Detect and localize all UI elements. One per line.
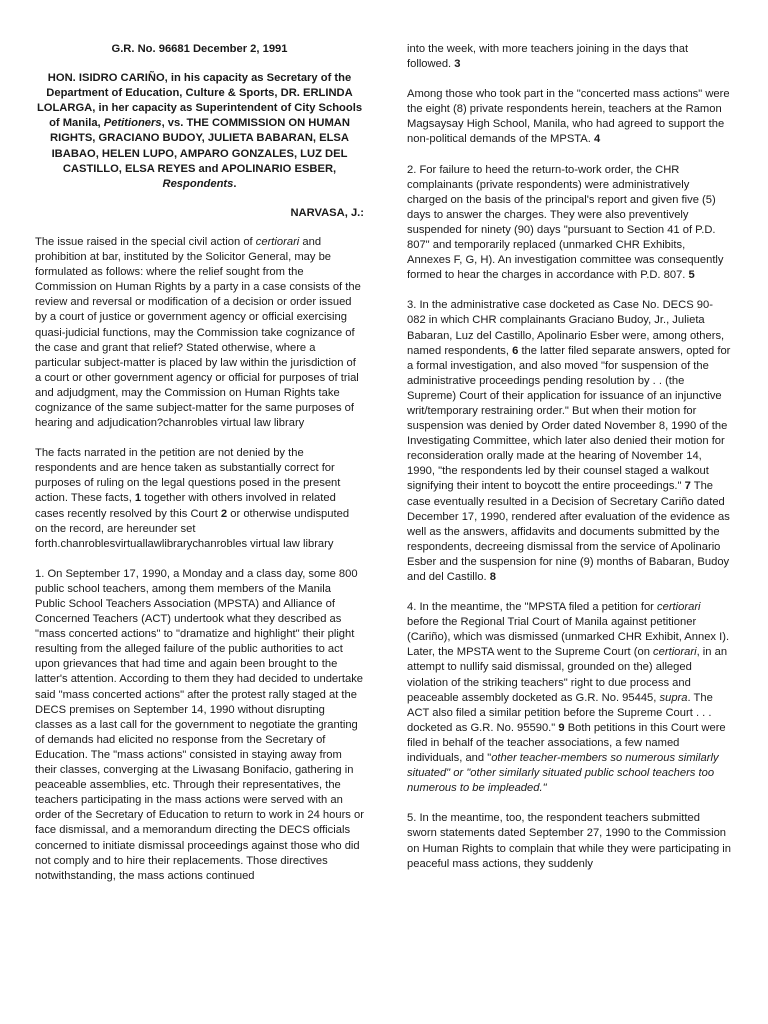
paragraph-4-text-d: . The ACT also filed a similar petition before the Supreme Court . . . docketed as G.R. No. 95590." (407, 691, 713, 734)
facts-text-b: together with others involved in related cases recently resolved by this Court (35, 492, 336, 520)
paragraph-2 (407, 163, 731, 284)
footnote-ref-7[interactable]: 7 (684, 480, 691, 493)
paragraph-2-text: 2. For failure to heed the return-to-work order, the CHR complainants (private respondents) were administratively charged on the basis of the principal's report and given five (5) days to answer the charges. They were also preventively suspended for ninety (90) days "pursuant to Section 41 of P.D. 807" and temporarily replaced (unmarked CHR Exhibits, Annexes F, G, H). An investigation committee was consequently formed to hear the charges in accordance with P.D. 807. (407, 163, 724, 282)
continued-text: into the week, with more teachers joining in the days that followed. (407, 43, 689, 71)
case-title: G.R. No. 96681 December 2, 1991 (111, 43, 288, 55)
paragraph-4-quote: other teacher-members so numerous similarly situated" or "other similarly situated public school teachers too numerous to be impleaded." (407, 752, 719, 795)
paragraph-4-certiorari-1: certiorari (657, 601, 701, 614)
facts-paragraph (35, 446, 364, 552)
footnote-ref-1[interactable]: 1 (134, 492, 142, 505)
intro-text-b: and prohibition at bar, instituted by the Solicitor General, may be formulated as follows: where the relief sought from the Commission on Human Rights by a party in a case consists of the review and reversal or modification of a decision or order issued by a court of justice or government agency or official exercising quasi-judicial functions, may the Commission take cognizance of the case and grant that relief? Stated otherwise, where a particular subject-matter is placed by law within the jurisdiction of a court or other government agency or official for purposes of trial and adjudgment, may the Commission on Human Rights take cognizance of the same subject-matter for the same purposes of hearing and adjudication?chanrobles virtual law library (35, 235, 361, 430)
paragraph-4-text-c: , in an attempt to nullify said dismissal, grounded on the) alleged violation of the striking teachers" right to due process and peaceable assembly docketed as G.R. No. 95445, (407, 646, 728, 704)
paragraph-3 (407, 298, 731, 585)
paragraph-5: 5. In the meantime, too, the respondent teachers submitted sworn statements dated September 27, 1990 to the Commission on Human Rights to complain that while they were participating in peaceful mass actions, they suddenly (407, 812, 731, 870)
right-column (407, 42, 731, 887)
ponente: NARVASA, J.: (290, 206, 364, 219)
footnote-ref-3[interactable]: 3 (454, 58, 461, 71)
among-paragraph (407, 87, 731, 147)
case-caption (35, 71, 364, 192)
footnote-ref-4[interactable]: 4 (593, 133, 601, 146)
paragraph-4-text-a: 4. In the meantime, the "MPSTA filed a petition for (407, 601, 658, 614)
intro-paragraph (35, 235, 364, 431)
caption-petitioners: Petitioners (103, 117, 162, 130)
caption-part-1: HON. ISIDRO CARIÑO, in his capacity as Secretary of the Department of Education, Culture & Sports, DR. ERLINDA LOLARGA, in her capacity as Superintendent of City Schools of Manila, (36, 72, 363, 130)
facts-text-a: The facts narrated in the petition are not denied by the respondents and are hence taken as substantially correct for purposes of ruling on the legal questions posed in the present action. These facts, (35, 447, 341, 505)
intro-certiorari: certiorari (255, 235, 300, 248)
footnote-ref-5[interactable]: 5 (688, 269, 695, 282)
left-column (35, 42, 364, 899)
caption-respondents: Respondents (162, 177, 234, 190)
among-text: Among those who took part in the "concerted mass actions" were the eight (8) private respondents herein, teachers at the Ramon Magsaysay High School, Manila, who had agreed to support the non-political demands of the MPSTA. (407, 88, 730, 146)
paragraph-4-text-b: before the Regional Trial Court of Manila against petitioner (Cariño), which was dismissed (unmarked CHR Exhibit, Annex I). Later, the MPSTA went to the Supreme Court (on (407, 616, 730, 659)
footnote-ref-6[interactable]: 6 (512, 344, 519, 357)
paragraph-4-text-e: Both petitions in this Court were filed in behalf of the teacher associations, a few named individuals, and " (407, 721, 726, 765)
footnote-ref-9[interactable]: 9 (558, 721, 565, 734)
caption-part-2: , vs. THE COMMISSION ON HUMAN RIGHTS, GRACIANO BUDOY, JULIETA BABARAN, ELSA IBABAO, HELEN LUPO, AMPARO GONZALES, LUZ DEL CASTILLO, ELSA REYES and APOLINARIO ESBER, (50, 117, 350, 175)
footnote-ref-8[interactable]: 8 (489, 571, 496, 583)
paragraph-3-text-b: the latter filed separate answers, opted for a formal investigation, and also moved "for suspension of the administrative proceedings pending resolution by . . (the Supreme) Court of their application for issuance of an injunctive writ/temporary restraining order." But when their motion for suspension was denied by Order dated November 8, 1990 of the Investigating Committee, which later also denied their motion for reconsideration orally made at the hearing of November 14, 1990, "the respondents led by their counsel staged a walkout signifying their intent to boycott the entire proceedings." (407, 344, 731, 493)
paragraph-4-certiorari-2: certiorari (653, 646, 697, 659)
paragraph-3-text-a: 3. In the administrative case docketed as Case No. DECS 90-082 in which CHR complainants Graciano Budoy, Jr., Julieta Babaran, Luz del Castillo, Apolinario Esber were, among others, named respondents, (407, 299, 725, 357)
paragraph-4-supra: supra (659, 691, 688, 704)
paragraph-1: 1. On September 17, 1990, a Monday and a class day, some 800 public school teachers, among them members of the Manila Public School Teachers Association (MPSTA) and Alliance of Concerned Teachers (ACT) undertook what they described as "mass concerted actions" to "dramatize and highlight" their plight resulting from the alleged failure of the public authorities to act upon grievances that had time and again been brought to the latter's attention. According to them they had decided to undertake said "mass concerted actions" after the protest rally staged at the DECS premises on September 14, 1990 without disrupting classes as a last call for the government to negotiate the granting of demands had elicited no response from the Secretary of Education. The "mass actions" consisted in staying away from their classes, converging at the Liwasang Bonifacio, gathering in peaceable assemblies, etc. Through their representatives, the teachers participating in the mass actions were served with an order of the Secretary of Education to return to work in 24 hours or face dismissal, and a memorandum directing the DECS officials concerned to initiate dismissal proceedings against those who did not comply and to hire their replacements. Those directives notwithstanding, the mass actions continued (35, 567, 364, 882)
continued-paragraph (407, 42, 731, 72)
paragraph-3-text-c: The case eventually resulted in a Decision of Secretary Cariño dated December 17, 1990, rendered after evaluation of the evidence as well as the answers, affidavits and documents submitted by the respondents, decreeing dismissal from the service of Apolinario Esber and the suspension for nine (9) months of Babaran, Budoy and del Castillo. (407, 480, 730, 583)
caption-part-3: . (233, 177, 237, 190)
footnote-ref-2[interactable]: 2 (220, 507, 228, 520)
intro-text-a: The issue raised in the special civil action of (35, 235, 256, 248)
paragraph-4 (407, 600, 731, 796)
facts-text-c: or otherwise undisputed on the record, are hereunder set forth.chanroblesvirtuallawlibrarychanrobles virtual law library (35, 507, 350, 550)
